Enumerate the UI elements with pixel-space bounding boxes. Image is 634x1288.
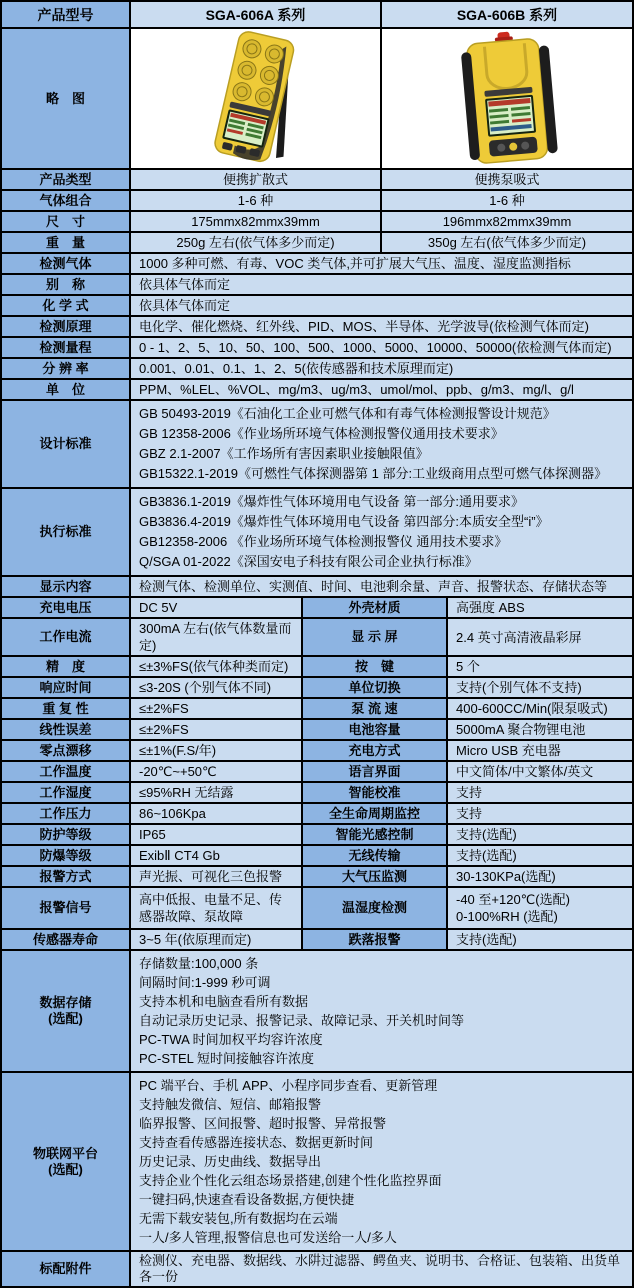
standard-line: GB 12358-2006《作业场所环境气体检测报警仪通用技术要求》 [139, 426, 504, 441]
row-label: 智能光感控制 [303, 825, 448, 846]
row-label: 响应时间 [2, 678, 131, 699]
row-value: ≤±1%(F.S/年) [131, 741, 303, 762]
value-a: 175mmx82mmx39mm [131, 212, 382, 233]
design-standards-list [131, 401, 634, 489]
row-label: 语言界面 [303, 762, 448, 783]
standard-line: GB3836.4-2019《爆炸性气体环境用电气设备 第四部分:本质安全型“i”》 [139, 514, 549, 529]
row-label: 跌落报警 [303, 930, 448, 951]
row-value: 0.001、0.01、0.1、1、2、5(依传感器和技术原理而定) [131, 359, 634, 380]
value-a: 1-6 种 [131, 191, 382, 212]
table-row [2, 762, 634, 783]
row-label: 检测量程 [2, 338, 131, 359]
label-line: (选配) [48, 1161, 83, 1177]
row-label: 按 键 [303, 657, 448, 678]
table-row [2, 296, 634, 317]
table-row [2, 170, 634, 191]
table-row [2, 720, 634, 741]
row-label [2, 951, 131, 1073]
feature-line: 自动记录历史记录、报警记录、故障记录、开关机时间等 [139, 1013, 465, 1028]
row-value: 86~106Kpa [131, 804, 303, 825]
table-row [2, 598, 634, 619]
row-value: 依具体气体而定 [131, 275, 634, 296]
table-row [2, 233, 634, 254]
table-row [2, 930, 634, 951]
row-value: 支持(选配) [448, 930, 634, 951]
standard-line: GB12358-2006 《作业场所环境气体检测报警仪 通用技术要求》 [139, 534, 508, 549]
row-label: 防护等级 [2, 825, 131, 846]
row-value: 中文简体/中文繁体/英文 [448, 762, 634, 783]
device-a-image [131, 29, 382, 170]
table-row [2, 741, 634, 762]
row-value: 支持(选配) [448, 825, 634, 846]
row-value: DC 5V [131, 598, 303, 619]
table-row [2, 804, 634, 825]
row-value: Micro USB 充电器 [448, 741, 634, 762]
row-value: 0 - 1、2、5、10、50、100、500、1000、5000、10000、50000(依检测气体而定) [131, 338, 634, 359]
feature-line: 临界报警、区间报警、超时报警、异常报警 [139, 1116, 387, 1131]
row-label: 工作电流 [2, 619, 131, 657]
table-row [2, 191, 634, 212]
table-row [2, 657, 634, 678]
feature-line: 存储数量:100,000 条 [139, 956, 259, 971]
standard-line: GB3836.1-2019《爆炸性气体环境用电气设备 第一部分:通用要求》 [139, 494, 525, 509]
row-value: 依具体气体而定 [131, 296, 634, 317]
screen [485, 95, 536, 137]
row-label: 温湿度检测 [303, 888, 448, 930]
label-line: (选配) [48, 1011, 83, 1026]
row-value: 支持(选配) [448, 846, 634, 867]
row-value [448, 888, 634, 930]
row-label: 显 示 屏 [303, 619, 448, 657]
row-label: 检测原理 [2, 317, 131, 338]
row-value: 支持(个别气体不支持) [448, 678, 634, 699]
table-row [2, 338, 634, 359]
row-label: 外壳材质 [303, 598, 448, 619]
iot-platform-row [2, 1073, 634, 1252]
row-value: 支持 [448, 783, 634, 804]
row-label: 传感器寿命 [2, 930, 131, 951]
row-label: 重 复 性 [2, 699, 131, 720]
table-row [2, 317, 634, 338]
row-label: 化 学 式 [2, 296, 131, 317]
row-label: 报警信号 [2, 888, 131, 930]
row-value: 2.4 英寸高清液晶彩屏 [448, 619, 634, 657]
value-b: 196mmx82mmx39mm [382, 212, 634, 233]
value-b: 350g 左右(依气体多少而定) [382, 233, 634, 254]
row-value: 300mA 左右(依气体数量而定) [131, 619, 303, 657]
value-b: 1-6 种 [382, 191, 634, 212]
table-row [2, 619, 634, 657]
row-label: 零点漂移 [2, 741, 131, 762]
row-label: 重 量 [2, 233, 131, 254]
exec-standards-list [131, 489, 634, 577]
feature-line: 支持企业个性化云组态场景搭建,创建个性化监控界面 [139, 1173, 442, 1188]
row-label: 报警方式 [2, 867, 131, 888]
row-value: ≤±2%FS [131, 699, 303, 720]
row-label: 设计标准 [2, 401, 131, 489]
feature-line: 一键扫码,快速查看设备数据,方便快捷 [139, 1192, 355, 1207]
row-value: 3~5 年(依原理而定) [131, 930, 303, 951]
model-a-title: SGA-606A 系列 [131, 2, 382, 29]
row-value: 30-130KPa(选配) [448, 867, 634, 888]
feature-line: 支持本机和电脑查看所有数据 [139, 994, 309, 1009]
row-label: 产品类型 [2, 170, 131, 191]
row-label [2, 1073, 131, 1252]
row-label: 充电电压 [2, 598, 131, 619]
table-row [2, 275, 634, 296]
feature-line: 支持查看传感器连接状态、数据更新时间 [139, 1135, 374, 1150]
accessories-row [2, 1252, 634, 1288]
row-label: 分 辨 率 [2, 359, 131, 380]
row-value: 高强度 ABS [448, 598, 634, 619]
row-value: ExibⅡ CT4 Gb [131, 846, 303, 867]
row-value: 1000 多种可燃、有毒、VOC 类气体,并可扩展大气压、温度、湿度监测指标 [131, 254, 634, 275]
data-storage-row [2, 951, 634, 1073]
table-row [2, 699, 634, 720]
row-value: ≤95%RH 无结露 [131, 783, 303, 804]
table-row [2, 212, 634, 233]
row-label: 显示内容 [2, 577, 131, 598]
row-label: 工作温度 [2, 762, 131, 783]
row-value: ≤±3%FS(依气体种类而定) [131, 657, 303, 678]
row-value: PPM、%LEL、%VOL、mg/m3、ug/m3、umol/mol、ppb、g/m3、mg/l、g/l [131, 380, 634, 401]
feature-line: 无需下载安装包,所有数据均在云端 [139, 1211, 338, 1226]
feature-line: PC-STEL 短时间接触容许浓度 [139, 1051, 315, 1066]
table-row [2, 846, 634, 867]
row-label: 精 度 [2, 657, 131, 678]
row-label: 防爆等级 [2, 846, 131, 867]
feature-line: 支持触发微信、短信、邮箱报警 [139, 1097, 322, 1112]
sketch-label: 略 图 [2, 29, 131, 170]
row-label: 检测气体 [2, 254, 131, 275]
row-label: 标配附件 [2, 1252, 131, 1288]
row-value: -20℃~+50℃ [131, 762, 303, 783]
row-label: 充电方式 [303, 741, 448, 762]
row-value: 400-600CC/Min(限泵吸式) [448, 699, 634, 720]
pump-detector-illustration [407, 31, 607, 166]
standard-line: Q/SGA 01-2022《深国安电子科技有限公司企业执行标准》 [139, 554, 478, 569]
table-row [2, 825, 634, 846]
value-a: 便携扩散式 [131, 170, 382, 191]
row-label: 单位切换 [303, 678, 448, 699]
row-value: 高中低报、电量不足、传感器故障、泵故障 [131, 888, 303, 930]
feature-line: PC-TWA 时间加权平均容许浓度 [139, 1032, 323, 1047]
row-value: 检测仪、充电器、数据线、水阱过滤器、鳄鱼夹、说明书、合格证、包装箱、出货单各一份 [131, 1252, 634, 1288]
value-line: -40 至+120℃(选配) [456, 892, 570, 907]
standard-line: GBZ 2.1-2007《工作场所有害因素职业接触限值》 [139, 446, 429, 461]
table-row [2, 867, 634, 888]
design-standards-row [2, 401, 634, 489]
row-value: 检测气体、检测单位、实测值、时间、电池剩余量、声音、报警状态、存储状态等 [131, 577, 634, 598]
row-label: 别 称 [2, 275, 131, 296]
table-row [2, 678, 634, 699]
row-label: 工作湿度 [2, 783, 131, 804]
table-row [2, 783, 634, 804]
feature-line: PC 端平台、手机 APP、小程序同步查看、更新管理 [139, 1078, 438, 1093]
feature-line: 一人/多人管理,报警信息也可发送给一人/多人 [139, 1230, 397, 1245]
row-value: 电化学、催化燃烧、红外线、PID、MOS、半导体、光学波导(依检测气体而定) [131, 317, 634, 338]
row-label: 工作压力 [2, 804, 131, 825]
exec-standards-row [2, 489, 634, 577]
row-label: 泵 流 速 [303, 699, 448, 720]
header-row [2, 2, 634, 29]
iot-feature-list [131, 1073, 634, 1252]
row-value: 支持 [448, 804, 634, 825]
label-line: 物联网平台 [32, 1145, 98, 1161]
row-label: 电池容量 [303, 720, 448, 741]
row-value: 声光振、可视化三色报警 [131, 867, 303, 888]
table-row [2, 254, 634, 275]
value-a: 250g 左右(依气体多少而定) [131, 233, 382, 254]
standard-line: GB15322.1-2019《可燃性气体探测器第 1 部分:工业级商用点型可燃气体探测器》 [139, 466, 608, 481]
diffusion-detector-illustration [156, 31, 356, 166]
row-value: ≤3-20S (个别气体不同) [131, 678, 303, 699]
row-label: 无线传输 [303, 846, 448, 867]
sketch-row [2, 29, 634, 170]
row-label: 执行标准 [2, 489, 131, 577]
standard-line: GB 50493-2019《石油化工企业可燃气体和有毒气体检测报警设计规范》 [139, 406, 556, 421]
feature-line: 间隔时间:1-999 秒可调 [139, 975, 271, 990]
row-label: 线性误差 [2, 720, 131, 741]
table-row [2, 359, 634, 380]
row-label: 单 位 [2, 380, 131, 401]
row-value: ≤±2%FS [131, 720, 303, 741]
value-b: 便携泵吸式 [382, 170, 634, 191]
row-label: 气体组合 [2, 191, 131, 212]
row-value: IP65 [131, 825, 303, 846]
alarm-signal-row [2, 888, 634, 930]
data-storage-list [131, 951, 634, 1073]
device-b-image [382, 29, 634, 170]
table-row [2, 577, 634, 598]
row-value: 5 个 [448, 657, 634, 678]
row-label: 大气压监测 [303, 867, 448, 888]
row-label: 全生命周期监控 [303, 804, 448, 825]
row-value: 5000mA 聚合物锂电池 [448, 720, 634, 741]
model-b-title: SGA-606B 系列 [382, 2, 634, 29]
row-label: 智能校准 [303, 783, 448, 804]
header-label: 产品型号 [2, 2, 131, 29]
table-row [2, 380, 634, 401]
value-line: 0-100%RH (选配) [456, 909, 558, 924]
label-line: 数据存储 [39, 995, 92, 1010]
row-label: 尺 寸 [2, 212, 131, 233]
feature-line: 历史记录、历史曲线、数据导出 [139, 1154, 322, 1169]
